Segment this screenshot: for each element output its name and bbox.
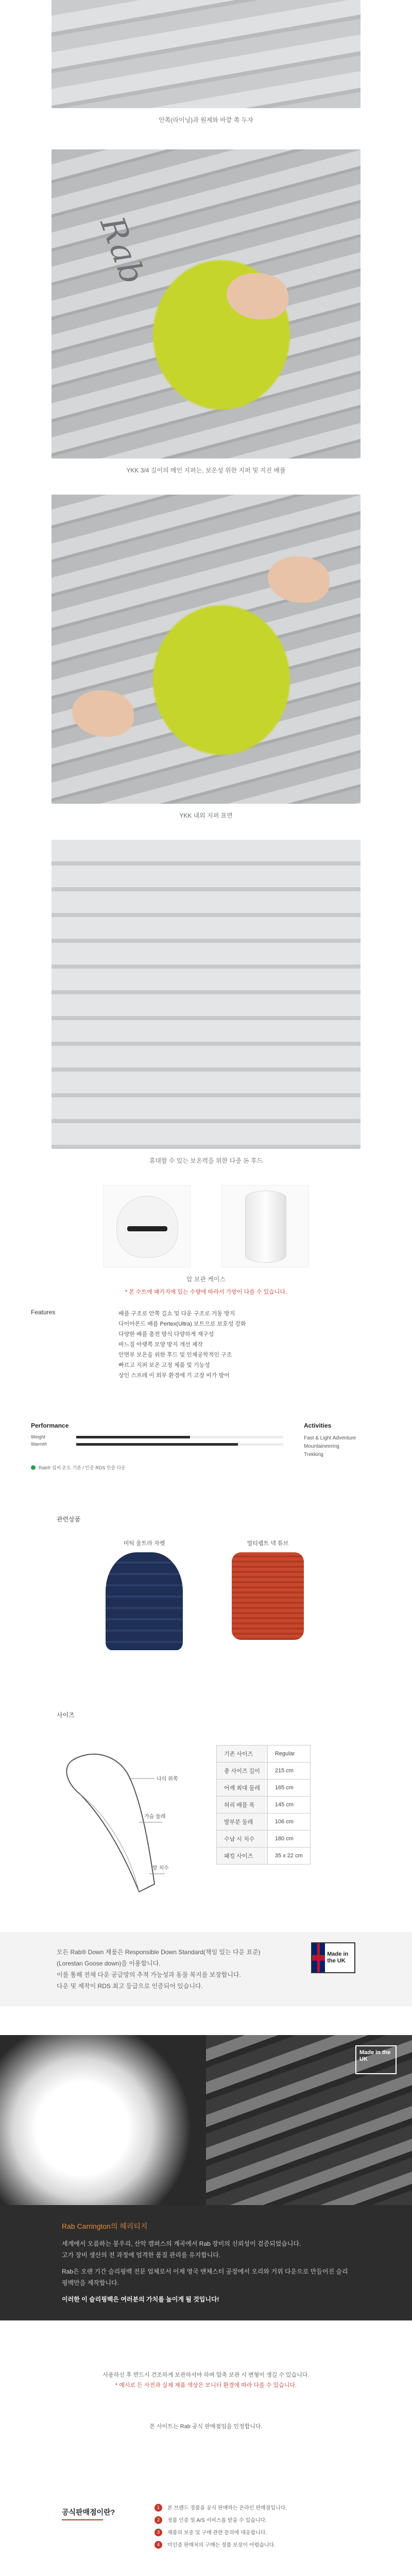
performance-footnote [0, 1464, 412, 1471]
heritage-text-block [0, 2205, 412, 2320]
feature-item: 배플 구조로 안쪽 길쇼 및 다운 구조로 거동 방지 [118, 1311, 235, 1317]
hood-photo [52, 840, 360, 1149]
official-store-info [0, 2504, 412, 2553]
perf-fill [76, 1436, 190, 1438]
uk-flag-icon [312, 1943, 325, 1972]
spec-row [217, 1780, 311, 1797]
spec-cell: 기존 사이즈 [217, 1745, 268, 1762]
badge-text: Made in the UK [327, 1951, 349, 1964]
spec-table [216, 1745, 311, 1865]
heritage-p1: 세계에서 오름하는 봉우리, 산악 캠퍼스의 계곡에서 Rab 장비의 신뢰성이 검증되었습니다. [62, 2240, 301, 2247]
info-item [154, 2516, 350, 2526]
spec-cell: 145 cm [267, 1797, 310, 1814]
heritage-p3: Rab은 오랜 기간 슬리핑백 전문 업체로서 이제 영국 맨체스터 공장에서 오리와 거위 다운으로 만들어진 슬리핑백만을 제작합니다. [62, 2268, 348, 2286]
spec-row [217, 1762, 311, 1780]
info-list [154, 2504, 350, 2553]
feature-item: 다양한 배플 충전 방식 다양하게 재구성 [118, 1331, 214, 1337]
footnote-text: Rab® 섭씨 온도 기준 / 인증 RDS 인증 다운 [39, 1465, 126, 1470]
spec-cell: 106 cm [267, 1814, 310, 1831]
caption-1: 안쪽(라이닝)과 원제와 바깥 쪽 두자 [159, 116, 253, 124]
made-in-uk-badge [311, 1942, 355, 1973]
spec-cell: 패킹 사이즈 [217, 1848, 268, 1865]
rds-dot-icon [31, 1465, 36, 1470]
notice-section [0, 2370, 412, 2432]
features-section [0, 1309, 412, 1381]
info-text: 정품 인증 및 A/S 서비스를 받을 수 있습니다. [167, 2518, 267, 2523]
notice-line-1: 사용하신 후 반드시 건조하게 보관하셔야 하며 압축 보관 시 변형이 생길 수 있습니다. [102, 2372, 310, 2378]
spec-cell: 허리 배플 폭 [217, 1797, 268, 1814]
spec-cell: 총 사이즈 길이 [217, 1762, 268, 1780]
feature-item: 빠르고 지퍼 보온 고정 제품 및 기능성 [118, 1362, 210, 1368]
storage-sacks-section [0, 1185, 412, 1296]
heritage-p2: 고가 장비 생산의 전 과정에 엄격한 품질 관리를 유지합니다. [62, 2251, 221, 2259]
num-badge: 2 [154, 2516, 162, 2524]
made-in-uk-section [0, 1932, 412, 2006]
hood-section [0, 840, 412, 1165]
num-badge: 3 [154, 2529, 162, 2536]
info-title: 공식판매점이란? [62, 2504, 134, 2553]
spec-cell: 35 x 22 cm [267, 1848, 310, 1865]
down-feather-photo [0, 2035, 206, 2205]
features-title: Features [31, 1309, 56, 1316]
stuff-sack-image [103, 1185, 191, 1267]
feature-item: 상인 스프레 이 외부 환경에 기 고장 비가 방어 [118, 1372, 230, 1379]
size-spec-section [0, 1710, 412, 1900]
num-badge: 4 [154, 2541, 162, 2549]
heritage-title: Rab Carrington의 헤리티지 [62, 2222, 148, 2230]
caption-4: 휴대할 수 있는 보온력을 위한 다중 돈 후드 [149, 1157, 263, 1164]
workshop-photo [206, 2035, 412, 2205]
num-badge: 1 [154, 2504, 162, 2512]
uk-text-3: 이를 통해 전체 다운 공급망의 추적 가능성과 동물 복지를 보장합니다. [57, 1971, 241, 1978]
spec-cell: 165 cm [267, 1780, 310, 1797]
feature-item: 다이아몬드 배플 Pertex(Ultra) 보트으로 보호성 강화 [118, 1321, 246, 1327]
spec-row [217, 1831, 311, 1848]
perf-row-warmth [31, 1442, 283, 1447]
zipper-photo [52, 149, 360, 459]
diagram-label-hood: 나의 위쪽 [157, 1776, 178, 1782]
spec-row [217, 1848, 311, 1865]
hand-image [227, 273, 288, 319]
diagram-label-foot: 발 치수 [152, 1866, 169, 1871]
made-in-uk-badge-2: Made in the UK [355, 2045, 397, 2074]
spec-title: 사이즈 [57, 1711, 75, 1719]
related-name: 멀티랩트 넥 튜브 [247, 1540, 289, 1547]
features-list [118, 1309, 246, 1381]
spec-cell: 어깨 최대 둘레 [217, 1780, 268, 1797]
activity-item: Fast & Light Adventure [304, 1435, 356, 1441]
hand-left-image [72, 690, 134, 737]
activity-item: Mountaineering [304, 1444, 339, 1449]
jacket-image [106, 1552, 183, 1650]
spec-cell: 180 cm [267, 1831, 310, 1848]
perf-track [76, 1443, 283, 1446]
feature-item: 안면부 보온을 위한 후드 및 인체공학적인 구조 [118, 1352, 232, 1358]
spec-row [217, 1814, 311, 1831]
hand-right-image [268, 556, 330, 603]
notice-line-3: * 예시로 든 사진과 실제 제품 색상은 모니터 환경에 따라 다를 수 있습니다. [115, 2382, 297, 2388]
activities-title: Activities [304, 1422, 332, 1429]
info-text: 제품의 보증 및 구매 관련 문의에 대응합니다. [167, 2530, 267, 2536]
performance-title: Performance [31, 1422, 69, 1429]
related-item-neck-tube[interactable] [221, 1539, 314, 1650]
caption-5: 압 보관 케이스 [186, 1276, 226, 1283]
spec-cell: 215 cm [267, 1762, 310, 1780]
perf-label: Warmth [31, 1442, 47, 1447]
rab-logo-print: Rab [92, 212, 152, 290]
sleeping-bag-diagram [52, 1745, 185, 1900]
perf-fill [76, 1443, 238, 1446]
heritage-highlight: 이러한 이 슬리핑백은 여러분의 가치를 높이게 될 것입니다! [62, 2296, 219, 2303]
caption-3: YKK 내외 지퍼 표면 [179, 812, 233, 819]
spec-row [217, 1797, 311, 1814]
feature-item: 바느질 아랫쪽 모양 방지 개선 제작 [118, 1342, 203, 1348]
diagram-label-chest: 가슴 둘레 [144, 1814, 166, 1820]
spec-cell: 수납 시 치수 [217, 1831, 268, 1848]
related-name: 미틱 울트라 자켓 [123, 1540, 165, 1547]
perf-track [76, 1436, 283, 1438]
info-text: 본 브랜드 정품을 공식 판매하는 온라인 판매점입니다. [167, 2505, 287, 2511]
uk-text-1: 모든 Rab® Down 제품은 Responsible Down Standard(책임 있는 다운 표준) [57, 1948, 261, 1956]
perf-label: Weight [31, 1434, 45, 1439]
activity-item: Trekking [304, 1452, 323, 1458]
info-item [154, 2529, 350, 2538]
storage-bag-image [221, 1185, 309, 1267]
spec-cell: 발부분 둘레 [217, 1814, 268, 1831]
info-item [154, 2541, 350, 2550]
uk-text-2: (Lorestan Goose down)을 이용합니다. [57, 1960, 161, 1967]
related-products-section [0, 1515, 412, 1650]
inner-zipper-photo [52, 495, 360, 804]
product-photo-top [52, 0, 360, 108]
perf-row-weight [31, 1434, 283, 1439]
uk-text-4: 다운 및 제작이 RDS 최고 등급으로 인증되어 있습니다. [57, 1982, 203, 1990]
inner-zipper-section [0, 495, 412, 820]
zipper-photo-section [0, 149, 412, 474]
spec-header-row [217, 1745, 311, 1762]
heritage-section [0, 2035, 412, 2320]
performance-section [0, 1422, 412, 1471]
spec-cell: Regular [267, 1745, 310, 1762]
neck-tube-image [232, 1552, 304, 1640]
notice-line-2: 본 사이트는 Rab 공식 판매점임을 인정합니다. [149, 2424, 263, 2430]
sack-note: * 본 수트에 패키지에 있는 수량에 따라서 가방이 다를 수 있습니다. [125, 1289, 287, 1295]
related-item-jacket[interactable] [98, 1539, 191, 1650]
related-title: 관련상품 [57, 1516, 81, 1523]
top-photo-strip [0, 0, 412, 124]
caption-2: YKK 3/4 길이의 메인 지퍼는, 보온성 위한 지퍼 및 지진 배플 [126, 467, 286, 474]
info-text: 미인증 판매처의 구매는 정품 보장이 어렵습니다. [167, 2543, 276, 2548]
info-item [154, 2504, 350, 2513]
